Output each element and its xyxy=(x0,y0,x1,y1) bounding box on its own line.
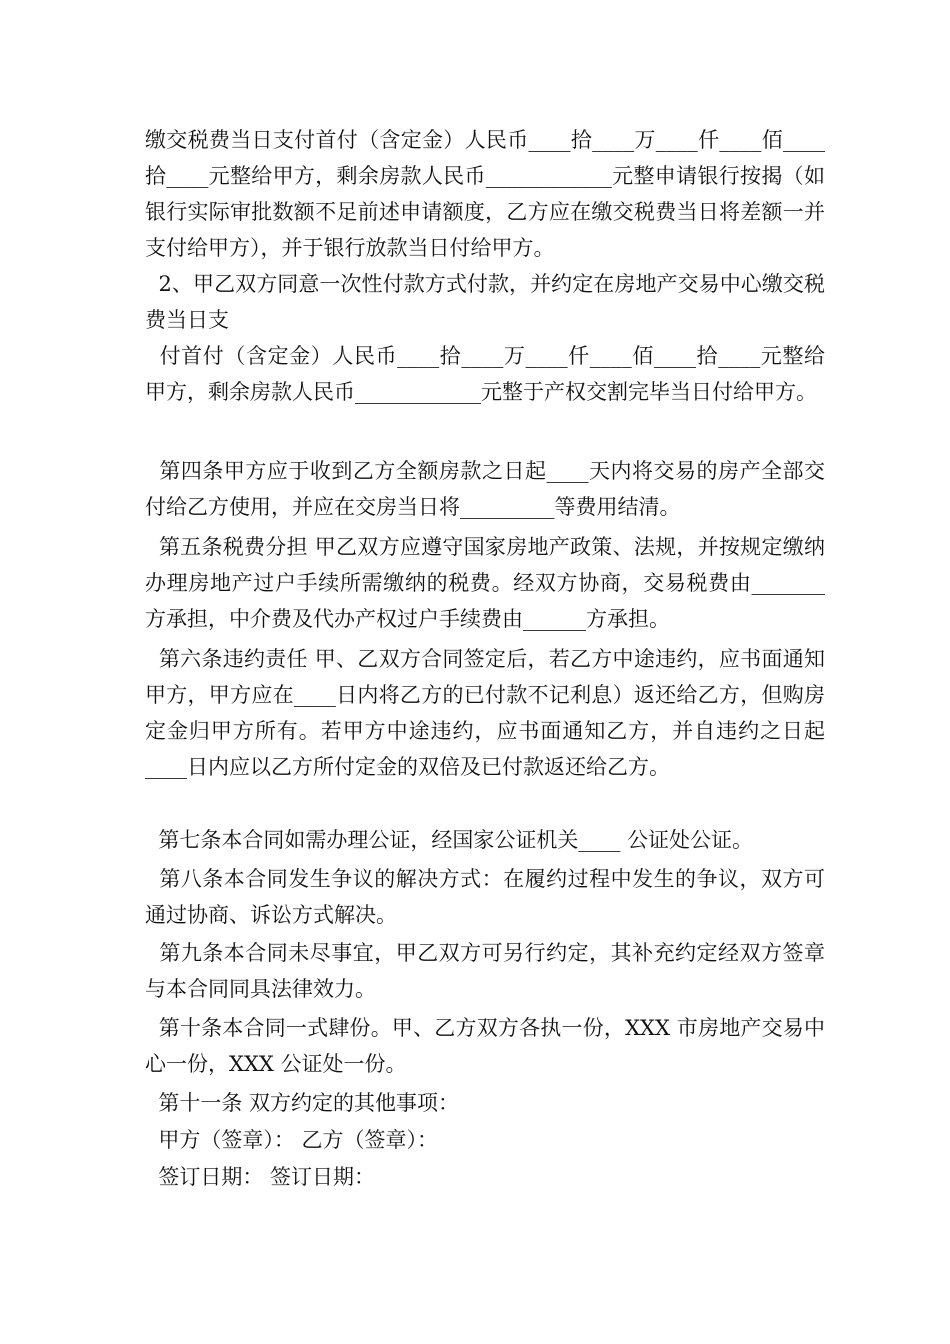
paragraph-lump-sum-intro: 2、甲乙双方同意一次性付款方式付款，并约定在房地产交易中心缴交税费当日支 xyxy=(145,272,826,332)
paragraph-article-4: 第四条甲方应于收到乙方全额房款之日起____天内将交易的房产全部交付给乙方使用，并应在交房当日将_________等费用结清。 xyxy=(145,459,826,519)
paragraph-article-11: 第十一条 双方约定的其他事项： xyxy=(145,1091,460,1115)
paragraph-article-10: 第十条本合同一式肆份。甲、乙方双方各执一份，XXX 市房地产交易中心一份，XXX 公证处一份。 xyxy=(145,1016,825,1076)
paragraph-down-payment-mortgage: 缴交税费当日支付首付（含定金）人民币____拾____万____仟____佰____拾____元整给甲方，剩余房款人民币____________元整申请银行按揭（如银行实际审批数额不足前述申请额度，乙方应在缴交税费当日将差额一并支付给甲方），并于银行放款当日付给甲方。 xyxy=(145,128,825,260)
paragraph-lump-sum-payment: 付首付（含定金）人民币____拾____万____仟____佰____拾____元整给甲方，剩余房款人民币____________元整于产权交割完毕当日付给甲方。 xyxy=(145,344,825,404)
signing-date-line: 签订日期： 签订日期： xyxy=(145,1165,376,1189)
paragraph-article-6: 第六条违约责任 甲、乙双方合同签定后，若乙方中途违约，应书面通知甲方，甲方应在____日内将乙方的已付款不记利息）返还给乙方，但购房定金归甲方所有。若甲方中途违约，应书面通知乙方，并自违约之日起____日内应以乙方所付定金的双倍及已付款返还给乙方。 xyxy=(145,647,825,779)
paragraph-article-7: 第七条本合同如需办理公证，经国家公证机关____ 公证处公证。 xyxy=(145,828,754,852)
paragraph-article-5: 第五条税费分担 甲乙双方应遵守国家房地产政策、法规，并按规定缴纳办理房地产过户手续所需缴纳的税费。经双方协商，交易税费由_______方承担，中介费及代办产权过户手续费由______方承担。 xyxy=(145,535,825,631)
signature-line: 甲方（签章）： 乙方（签章）： xyxy=(145,1128,439,1152)
paragraph-article-9: 第九条本合同未尽事宜，甲乙双方可另行约定，其补充约定经双方签章与本合同同具法律效力。 xyxy=(145,941,825,1001)
paragraph-article-8: 第八条本合同发生争议的解决方式：在履约过程中发生的争议，双方可通过协商、诉讼方式解决。 xyxy=(145,867,825,927)
